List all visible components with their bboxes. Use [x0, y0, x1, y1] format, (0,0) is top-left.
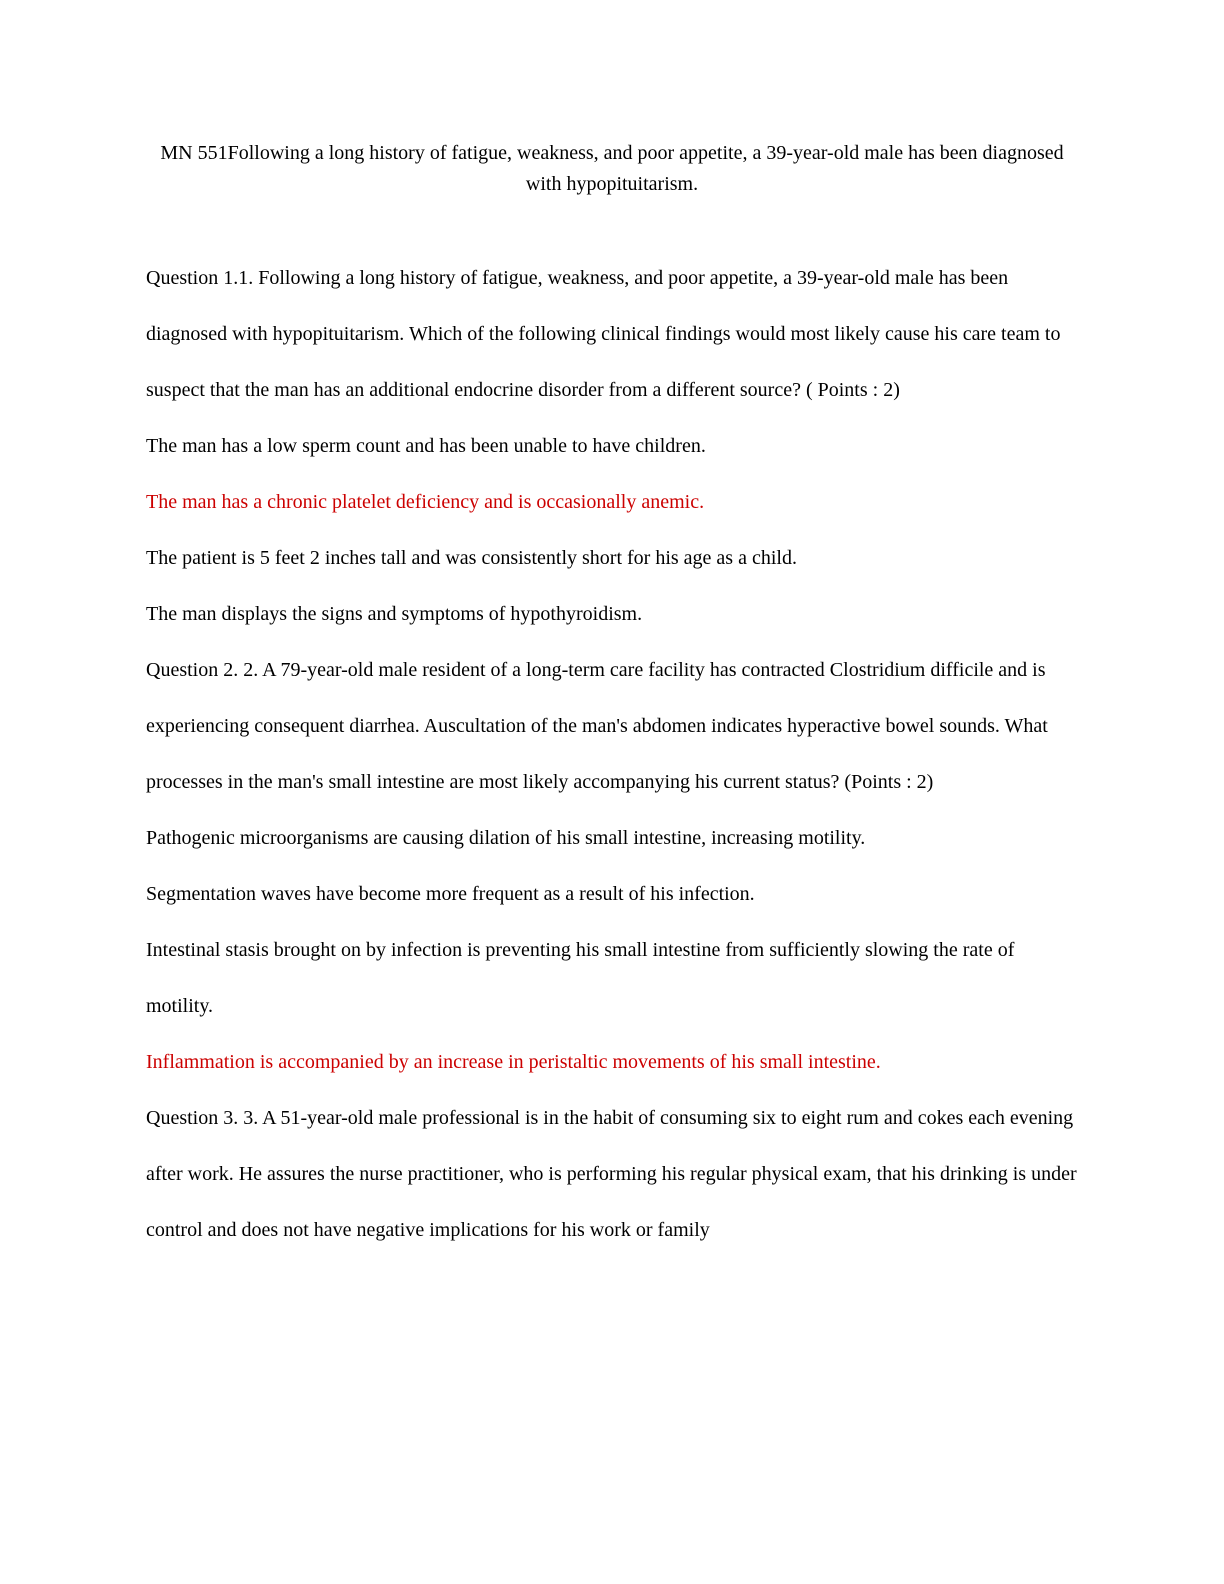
question-2-answer-option: Pathogenic microorganisms are causing dilation of his small intestine, increasing motility. [146, 827, 866, 849]
question-1-answer-option: The patient is 5 feet 2 inches tall and was consistently short for his age as a child. [146, 547, 797, 569]
question-1-answer-option: The man has a low sperm count and has been unable to have children. [146, 435, 706, 457]
document-title: MN 551Following a long history of fatigue, weakness, and poor appetite, a 39-year-old male has been diagnosed with hypopituitarism. [160, 142, 1064, 195]
question-1-answer-option-highlighted: The man has a chronic platelet deficiency and is occasionally anemic. [146, 491, 705, 513]
question-2-answer-option: Intestinal stasis brought on by infection is preventing his small intestine from sufficiently slowing the rate of motility. [146, 939, 1015, 1017]
question-1-answer-option: The man displays the signs and symptoms of hypothyroidism. [146, 603, 643, 625]
question-3-text: Question 3. 3. A 51-year-old male professional is in the habit of consuming six to eight rum and cokes each evening after work. He assures the nurse practitioner, who is performing his regular physical exam, that his drinking is under control and does not have negative implications for his work or family [146, 1107, 1077, 1241]
question-2-text: Question 2. 2. A 79-year-old male resident of a long-term care facility has contracted Clostridium difficile and is experiencing consequent diarrhea. Auscultation of the man's abdomen indicates hyperactive bowel sounds. What processes in the man's small intestine are most likely accompanying his current status? (Points : 2) [146, 659, 1048, 793]
question-2-answer-option-highlighted: Inflammation is accompanied by an increase in peristaltic movements of his small intestine. [146, 1051, 881, 1073]
question-1-text: Question 1.1. Following a long history of fatigue, weakness, and poor appetite, a 39-year-old male has been diagnosed with hypopituitarism. Which of the following clinical findings would most likely cause his care team to suspect that the man has an additional endocrine disorder from a different source? ( Points : 2) [146, 267, 1061, 401]
question-2-answer-option: Segmentation waves have become more frequent as a result of his infection. [146, 883, 755, 905]
